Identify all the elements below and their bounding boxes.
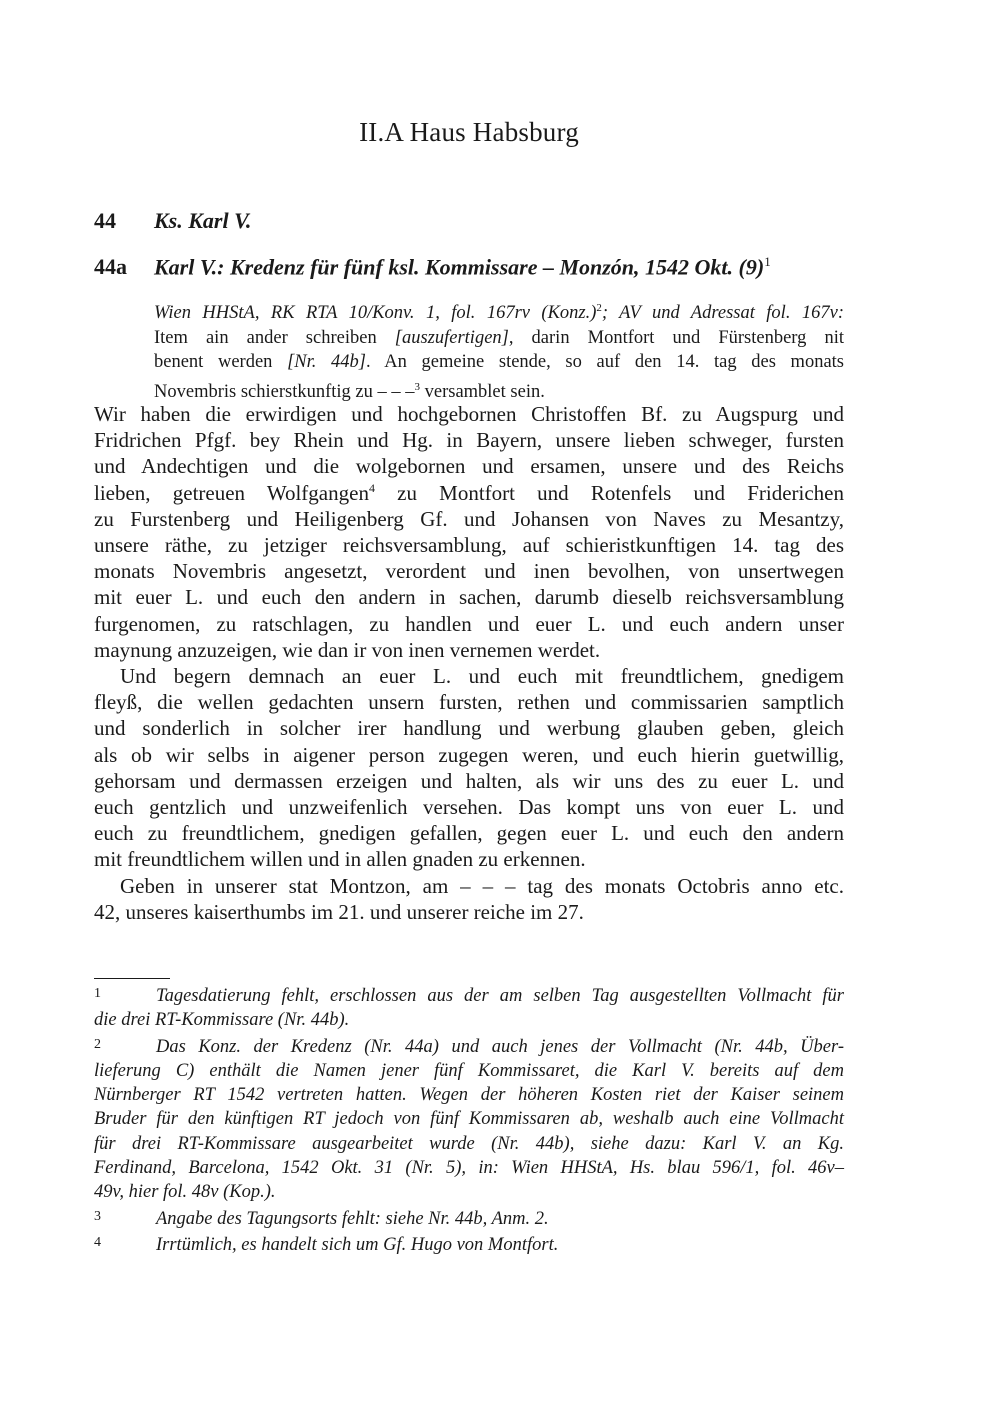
paragraph: Und begern demnach an euer L. und euch mit freundtlichem, gnedigem fleyß, die wellen gedachten unsern fursten, rethen und commissarien samptlich und sonderlich in solcher irer handlung und werbung glauben geben, gleich als ob wir selbs in aigener person zugegen weren, und euch hierin guetwillig, gehorsam und dermassen erzeigen und halten, als wir uns des zu euer L. und euch gentzlich und unzweifenlich versehen. Das kompt uns von euer L. und euch zu freundtlichem, gnedigen gefallen, gegen euer L. und euch den andern mit freundtlichem willen und in allen gnaden zu erkennen. [94,664,844,872]
source-line: benent werden [Nr. 44b]. An gemeine stende, so auf den 14. tag des monats [154,352,845,373]
paragraph: Geben in unserer stat Montzon, am – – – tag des monats Octobris anno etc. 42, unseres kaiserthumbs im 21. und unserer reiche im 27. [94,873,844,924]
footnote: 1 Tagesdatierung fehlt, erschlossen aus der am selben Tag ausgestellten Vollmacht für die drei RT-Kommissare (Nr. 44b). [94,982,844,1033]
section-heading-44a [94,254,854,280]
footnote: 4 Irrtümlich, es handelt sich um Gf. Hugo von Montfort. [94,1231,844,1257]
footnote-number: 4 [94,1234,101,1250]
source-line: Item ain ander schreiben [auszufertigen], darin Montfort und Fürstenberg nit [154,327,844,348]
section-heading-44 [94,208,854,234]
section-number: 44a [94,254,127,280]
source-note [154,296,844,404]
source-line: Novembris schierstkunftig zu – – –$^3$ versamblet sein. [154,380,545,402]
document-body [94,401,844,925]
footnotes [94,982,844,1257]
source-line: Wien HHStA, RK RTA 10/Konv. 1, fol. 167rv (Konz.)$^2$; AV und Adressat fol. 167v: [154,302,845,324]
paragraph: Wir haben die erwirdigen und hochgebornen Christoffen Bf. zu Augspurg und Fridrichen Pfgf. bey Rhein und Hg. in Bayern, unsere lieben schweger, fursten und Andechtigen und die wolgebornen und ersamen, unsere und des Reichs lieben, getreuen Wolfgangen$^4$ zu Montfort und Rotenfels und Friderichen zu Furstenberg und Heiligenberg Gf. und Johansen von Naves zu Mesantzy, unsere räthe, zu jetziger reichsversamblung, auf schieristkunftigen 14. tag des monats Novembris angesetzt, verordent und inen bevolhen, von unsertwegen mit euer L. und euch den andern in sachen, darumb dieselb reichsversamblung furgenomen, zu ratschlagen, zu handlen und euer L. und euch andern unser maynung anzuzeigen, wie dan ir von inen vernemen werdet. [94,402,844,662]
footnote: 2 Das Konz. der Kredenz (Nr. 44a) und auch jenes der Vollmacht (Nr. 44b, Über- lieferung C) enthält die Namen jener fünf Kommissaret, die Karl V. bereits auf dem Nürnberger RT 1542 vertreten hatten. Wegen der höheren Kosten riet der Kaiser seinem Bruder für den künftigen RT jedoch von fünf Kommissaren ab, weshalb auch eine Vollmacht für drei RT-Kommissare ausgearbeitet wurde (Nr. 44b), siehe dazu: Karl V. an Kg. Ferdinand, Barcelona, 1542 Okt. 31 (Nr. 5), in: Wien HHStA, Hs. blau 596/1, fol. 46v– 49v, hier fol. 48v (Kop.). [94,1033,844,1205]
footnote-ref[interactable]: 1 [764,254,771,269]
footnote-number: 3 [94,1208,101,1224]
footnote-number: 2 [94,1036,101,1052]
footnote-divider [94,978,170,979]
footnote-ref[interactable]: 2 [596,302,602,314]
section-title: Karl V.: Kredenz für fünf ksl. Kommissare – Monzón, 1542 Okt. (9) [154,254,765,280]
section-title: Ks. Karl V. [154,208,252,233]
footnote-ref[interactable]: 4 [368,480,375,495]
running-head: II.A Haus Habsburg [359,117,579,147]
footnote: 3 Angabe des Tagungsorts fehlt: siehe Nr. 44b, Anm. 2. [94,1205,844,1231]
footnote-number: 1 [94,986,101,1001]
footnote-ref[interactable]: 3 [414,380,420,393]
section-number: 44 [94,208,116,233]
